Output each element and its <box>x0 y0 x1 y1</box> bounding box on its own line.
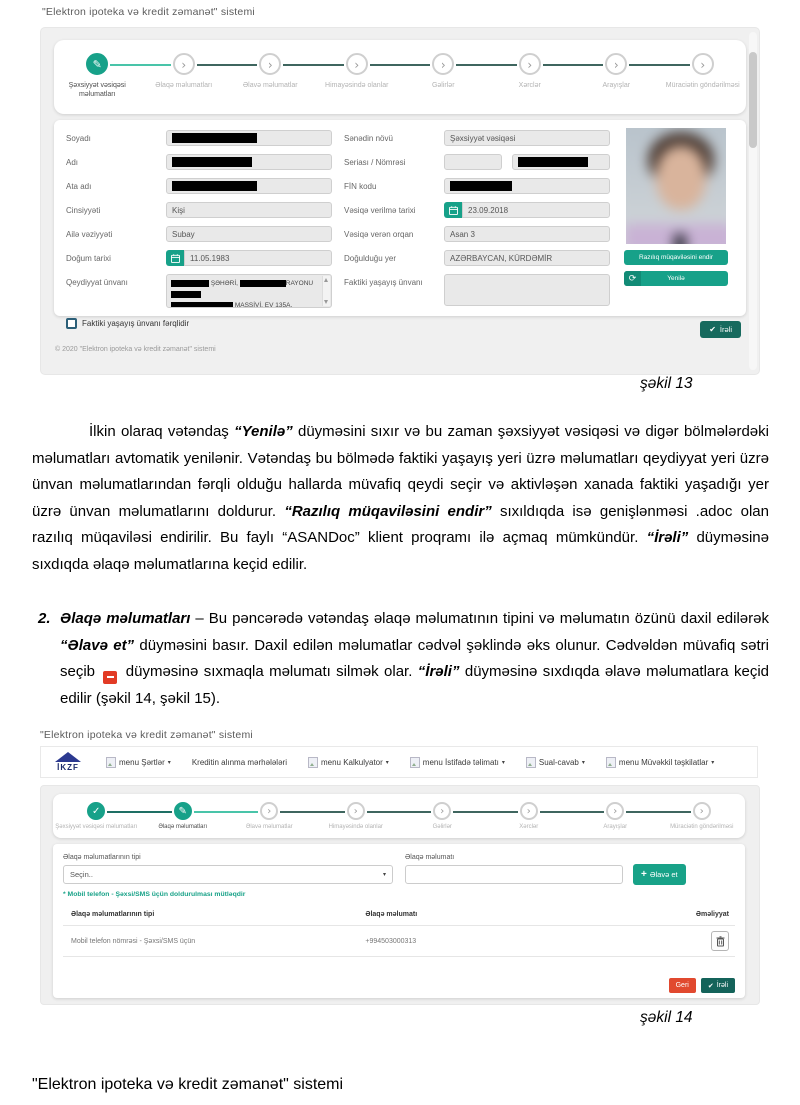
field-label-name: Adı <box>66 157 79 167</box>
step-connector <box>197 64 258 66</box>
birthplace-input <box>444 250 610 266</box>
different-address-checkbox[interactable] <box>66 318 77 329</box>
download-agreement-label: Razılıq müqaviləsini endir <box>638 254 714 261</box>
step-label: Əlaqə məlumatları <box>158 824 208 830</box>
issuer-input <box>444 226 610 242</box>
field-label-father-name: Ata adı <box>66 181 92 191</box>
cell-contact-type: Mobil telefon nömrəsi - Şəxsi/SMS üçün <box>71 937 196 945</box>
download-agreement-button[interactable] <box>624 250 728 265</box>
step-7[interactable] <box>573 53 660 90</box>
broken-image-icon <box>410 757 420 768</box>
screenshot-figure-14 <box>40 785 760 1005</box>
menu-item-label: Sual-cavab <box>538 757 579 767</box>
field-label-doc-type: Sənədin növü <box>344 133 393 143</box>
refresh-icon: ⟳ <box>624 271 641 286</box>
contact-type-select[interactable] <box>63 865 393 884</box>
doc-type-input <box>444 130 610 146</box>
step-label: Şəxsiyyət vəsiqəsi məlumatları <box>55 824 138 830</box>
step-label: Müraciətin göndərilməsi <box>665 82 740 89</box>
step-label: Arayışlar <box>602 82 631 89</box>
system-title-shot2: "Elektron ipoteka və kredit zəmanət" sistemi <box>40 729 253 741</box>
menu-item[interactable] <box>192 758 287 767</box>
figure-13-caption: şəkil 13 <box>640 375 693 392</box>
next-button[interactable] <box>700 321 741 338</box>
step-chevron-icon: › <box>520 802 538 820</box>
step-connector <box>367 811 432 813</box>
menu-item[interactable] <box>410 757 505 768</box>
emphasis-text: “Yenilə” <box>234 423 293 440</box>
step-chevron-icon: › <box>347 802 365 820</box>
name-input[interactable] <box>166 154 332 170</box>
field-label-surname: Soyadı <box>66 133 91 143</box>
step-chevron-icon: › <box>693 802 711 820</box>
progress-steps <box>54 40 746 114</box>
redacted-value <box>450 181 512 191</box>
step-label: Xərclər <box>519 824 539 830</box>
menu-item-label: menu Kalkulyator <box>320 757 383 767</box>
field-label-birthplace: Doğulduğu yer <box>344 253 397 263</box>
body-text: düyməsinə sıxmaqla məlumatı silmək olar. <box>120 663 418 681</box>
surname-input[interactable] <box>166 130 332 146</box>
step-chevron-icon: › <box>260 802 278 820</box>
emphasis-text: “İrəli” <box>646 529 689 547</box>
step-5[interactable] <box>399 802 486 831</box>
step-connector <box>456 64 517 66</box>
refresh-label: Yenilə <box>667 275 685 282</box>
screenshot-figure-13 <box>40 27 760 375</box>
figure-14-caption: şəkil 14 <box>640 1009 693 1026</box>
step-4[interactable] <box>313 802 400 831</box>
table-row[interactable] <box>63 926 735 957</box>
field-label-birthdate: Doğum tarixi <box>66 253 111 263</box>
header-contact-info: Əlaqə məlumatı <box>365 911 418 918</box>
plus-icon: + <box>641 868 647 880</box>
step-label: Himayəsində olanlar <box>325 82 389 89</box>
menu-item-label: Kreditin alınma mərhələləri <box>191 757 287 767</box>
step-label: Əlaqə məlumatları <box>155 82 213 89</box>
step-connector <box>626 811 691 813</box>
ikzf-logo[interactable] <box>51 752 85 772</box>
back-button[interactable] <box>669 978 696 993</box>
step-check-icon: ✓ <box>87 802 105 820</box>
step-chevron-icon: › <box>346 53 368 75</box>
menu-items <box>106 757 714 768</box>
logo-text: İKZF <box>57 763 79 772</box>
emphasis-text: “Razılıq müqaviləsini endir” <box>284 502 492 520</box>
step-7[interactable] <box>572 802 659 831</box>
redacted-value <box>518 157 588 167</box>
step-6[interactable] <box>487 53 574 90</box>
menu-item-label: menu Şərtlər <box>119 757 165 767</box>
birthdate-input[interactable] <box>184 250 332 266</box>
list-item-number: 2. <box>38 610 51 627</box>
body-text: düyməsini sıxır və bu zaman şəxsiyyət vəsiqəsi və digər bölmələrdəki məlumatları avtomatik yenilənir. Vətəndaş bu bölmədə faktiki yaşayış yeri üzrə məlumatları qeydiyyat yeri üzrə ünvan məlumatlarından fərqli olduğu hallarda müvafiq qeydi seçir və aktivləşən xanada faktiki yaşadığı yer üzrə ünvan məlumatlarını doldurur. <box>32 423 769 520</box>
step-pencil-icon: ✎ <box>86 53 108 75</box>
chevron-down-icon: ▾ <box>382 871 386 878</box>
chevron-down-icon: ▾ <box>581 758 585 766</box>
step-chevron-icon: › <box>606 802 624 820</box>
delete-row-button[interactable] <box>711 931 729 951</box>
field-label-gender: Cinsiyyəti <box>66 205 101 215</box>
scrollbar-thumb[interactable] <box>749 52 757 148</box>
calendar-icon[interactable] <box>166 250 184 266</box>
redacted-value <box>172 157 252 167</box>
step-label: Gəlirlər <box>431 82 455 89</box>
step-chevron-icon: › <box>433 802 451 820</box>
header-operation: Əməliyyat <box>695 911 729 918</box>
issuer-value: Asan 3 <box>450 229 475 239</box>
system-title-footer: "Elektron ipoteka və kredit zəmanət" sistemi <box>32 1076 344 1093</box>
step-chevron-icon: › <box>432 53 454 75</box>
step-8[interactable] <box>659 802 746 831</box>
field-label-issue-date: Vəsiqə verilmə tarixi <box>344 205 416 215</box>
step-label: Əlavə məlumatlar <box>242 82 298 89</box>
chevron-down-icon: ▾ <box>711 758 715 766</box>
actual-address-textarea[interactable] <box>444 274 610 306</box>
copyright-text: © 2020 "Elektron ipoteka və kredit zəmanət" sistemi <box>55 346 216 353</box>
redacted-value <box>172 181 257 191</box>
identity-form-card <box>54 120 746 328</box>
step-label: Əlavə məlumatlar <box>245 824 293 830</box>
trash-icon <box>716 936 725 947</box>
step-connector <box>283 64 344 66</box>
birthdate-value: 11.05.1983 <box>190 253 230 263</box>
step-label: Şəxsiyyət vəsiqəsi məlumatları <box>68 82 126 98</box>
step-connector <box>629 64 690 66</box>
calendar-icon[interactable] <box>444 202 462 218</box>
step-connector <box>107 811 172 813</box>
check-icon: ✔ <box>709 325 716 334</box>
contact-info-label: Əlaqə məlumatı <box>405 854 455 861</box>
father-name-input[interactable] <box>166 178 332 194</box>
add-button[interactable] <box>633 864 686 885</box>
applicant-photo <box>626 128 726 244</box>
next-button-label: İrəli <box>719 325 732 334</box>
chevron-down-icon: ▾ <box>501 758 505 766</box>
step-3[interactable] <box>226 802 313 831</box>
step-2[interactable] <box>140 802 227 831</box>
refresh-button[interactable] <box>624 271 728 286</box>
body-text: – Bu pəncərədə vətəndaş əlaqə məlumatının tipini və məlumatın özünü daxil edilərək <box>190 610 769 627</box>
step-chevron-icon: › <box>692 53 714 75</box>
step-4[interactable] <box>314 53 401 90</box>
redacted-value <box>172 133 257 143</box>
issue-date-value: 23.09.2018 <box>468 205 509 215</box>
birthplace-value: AZƏRBAYCAN, KÜRDƏMİR <box>450 253 553 263</box>
field-label-serial: Seriası / Nömrəsi <box>344 157 406 167</box>
menu-item-label: menu İstifadə təlimatı <box>422 757 499 767</box>
broken-image-icon <box>106 757 116 768</box>
textarea-scrollbar[interactable] <box>322 276 330 306</box>
next-button-2[interactable] <box>701 978 735 993</box>
step-label: Arayışlar <box>603 824 628 830</box>
step-chevron-icon: › <box>519 53 541 75</box>
contact-type-label: Əlaqə məlumatlarının tipi <box>63 854 141 861</box>
chevron-down-icon: ▾ <box>167 758 171 766</box>
table-header-row <box>63 904 735 926</box>
step-chevron-icon: › <box>605 53 627 75</box>
step-6[interactable] <box>486 802 573 831</box>
field-label-reg-address: Qeydiyyat ünvanı <box>66 278 128 287</box>
contact-form-card <box>53 844 745 998</box>
different-address-checkbox-label: Faktiki yaşayış ünvanı fərqlidir <box>82 319 190 328</box>
select-value: Seçin.. <box>70 870 93 879</box>
broken-image-icon <box>606 757 616 768</box>
step-connector <box>453 811 518 813</box>
marital-value: Subay <box>172 229 195 239</box>
step-2[interactable] <box>141 53 228 90</box>
menu-item[interactable] <box>526 757 585 768</box>
broken-image-icon <box>308 757 318 768</box>
step-connector <box>280 811 345 813</box>
field-label-marital: Ailə vəziyyəti <box>66 229 113 239</box>
minus-icon <box>103 671 117 684</box>
step-1[interactable] <box>54 53 141 99</box>
menu-item[interactable] <box>106 757 171 768</box>
registration-address-textarea[interactable]: ŞƏHƏRİ, RAYONU MASSİVİ, EV 135A, <box>166 274 332 308</box>
menu-item[interactable] <box>308 757 389 768</box>
step-label: Himayəsində olanlar <box>328 824 383 830</box>
navbar <box>40 746 758 778</box>
step-connector <box>110 64 171 66</box>
body-text: sıxıldıqda isə genişlənməsi .adoc olan razılıq müqaviləsi endirilir. Bu faylı “ASANDoc” klient proqramı ilə açmaq mümkündür. <box>32 502 769 547</box>
body-paragraph-1 <box>32 419 769 579</box>
step-8[interactable] <box>660 53 747 90</box>
step-chevron-icon: › <box>173 53 195 75</box>
step-connector <box>543 64 604 66</box>
gender-input <box>166 202 332 218</box>
fin-input[interactable] <box>444 178 610 194</box>
step-3[interactable] <box>227 53 314 90</box>
body-text: düyməsini basır. Daxil edilən məlumatlar cədvəl şəklində əks olunur. Cədvəldən müvafiq sətri seçib <box>60 636 769 681</box>
menu-item[interactable] <box>606 757 714 768</box>
list-item-2 <box>38 606 769 712</box>
marital-input <box>166 226 332 242</box>
check-icon: ✔ <box>707 981 714 990</box>
step-label: Xərclər <box>518 82 541 89</box>
issue-date-input[interactable] <box>462 202 610 218</box>
step-chevron-icon: › <box>259 53 281 75</box>
step-connector <box>540 811 605 813</box>
doc-type-value: Şəxsiyyət vəsiqəsi <box>450 133 516 143</box>
system-title-top: "Elektron ipoteka və kredit zəmanət" sistemi <box>42 6 255 18</box>
mandatory-note: * Mobil telefon - Şəxsi/SMS üçün doldurulması mütləqdir <box>63 891 246 898</box>
emphasis-text: Əlaqə məlumatları <box>60 610 191 627</box>
emphasis-text: “Əlavə et” <box>60 636 135 654</box>
body-text: İlkin olaraq vətəndaş <box>89 423 235 440</box>
list-item-text <box>60 606 769 712</box>
step-connector <box>194 811 259 813</box>
roof-icon <box>55 752 81 762</box>
emphasis-text: “İrəli” <box>417 663 460 681</box>
gender-value: Kişi <box>172 205 185 215</box>
field-label-fin: FİN kodu <box>344 181 377 191</box>
step-pencil-icon: ✎ <box>174 802 192 820</box>
broken-image-icon <box>526 757 536 768</box>
body-text: düyməsinə sıxdıqda əlaqə məlumatlarına keçid edilir. <box>32 529 769 573</box>
step-label: Gəlirlər <box>432 824 452 830</box>
menu-item-label: menu Müvəkkil təşkilatlar <box>618 757 709 767</box>
cell-contact-info: +994503000313 <box>365 937 417 945</box>
contacts-table <box>63 904 735 957</box>
step-5[interactable] <box>400 53 487 90</box>
step-1[interactable] <box>53 802 140 831</box>
body-text: düyməsinə sıxdıqda əlavə məlumatlara keçid edilir (şəkil 14, şəkil 15). <box>60 663 770 707</box>
contact-info-input[interactable] <box>405 865 623 884</box>
back-button-label: Geri <box>675 982 689 989</box>
next-button-2-label: İrəli <box>716 982 728 989</box>
serial-input[interactable] <box>444 154 502 170</box>
chevron-down-icon: ▾ <box>385 758 389 766</box>
step-connector <box>370 64 431 66</box>
header-contact-type: Əlaqə məlumatlarının tipi <box>71 911 155 918</box>
add-button-label: Əlavə et <box>649 870 678 879</box>
step-label: Müraciətin göndərilməsi <box>670 824 734 830</box>
field-label-actual-address: Faktiki yaşayış ünvanı <box>344 278 423 287</box>
field-label-issuer: Vəsiqə verən orqan <box>344 229 414 239</box>
number-input[interactable] <box>512 154 610 170</box>
progress-steps-2 <box>53 794 745 838</box>
